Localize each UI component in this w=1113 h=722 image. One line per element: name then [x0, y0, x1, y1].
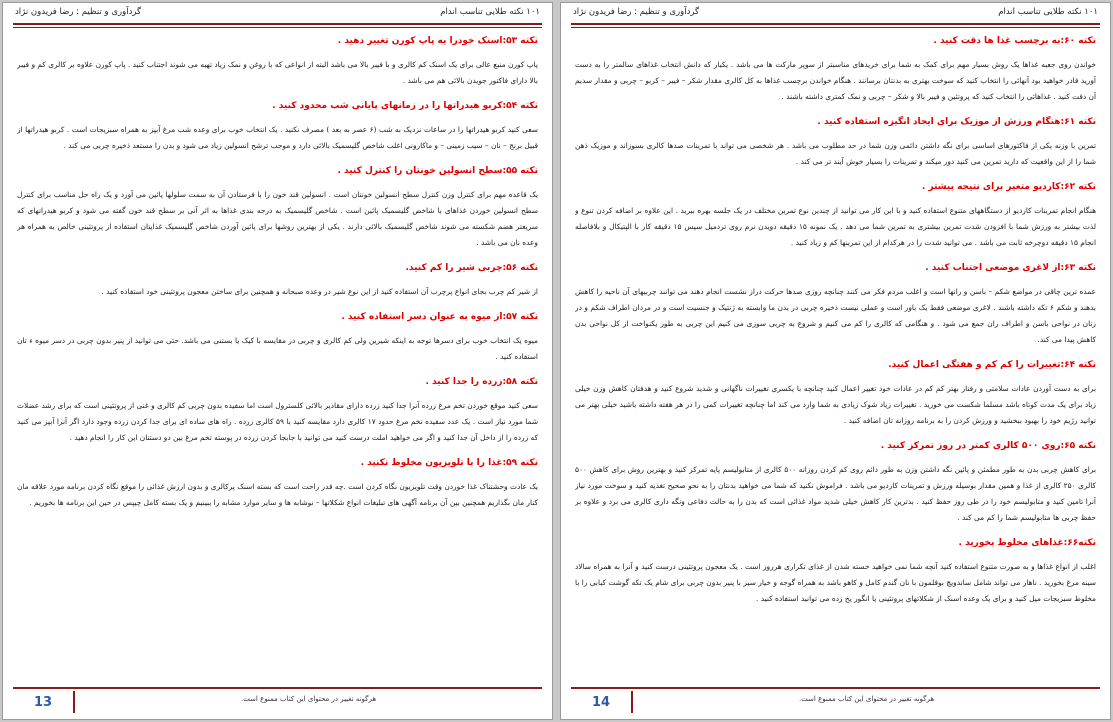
page-header: [15, 3, 540, 23]
tip-body: میوه یک انتخاب خوب برای دسرها توجه به اینکه شیرین ولی کم کالری و چربی در مقایسه با کیک یا بستنی می باشد. حتی می توانید از پنیر بدون چربی در دسر میوه ء تان استفاده کنید .: [17, 336, 538, 361]
author-credit: گردآوری و تنظیم : رضا فریدون نژاد: [15, 7, 142, 17]
tip-heading: نکته ۶۵:روی ۵۰۰ کالری کمتر در روز تمرکز کنید .: [880, 441, 1096, 451]
tip-heading: نکته ۵۹:غذا را با تلویزیون مخلوط نکنید .: [360, 458, 538, 468]
copyright-note: هرگونه تغییر در محتوای این کتاب ممنوع است.: [798, 695, 935, 703]
tip-heading: نکته ۶۰:به برچسب غذا ها دقت کنید .: [933, 36, 1096, 46]
header-divider: [13, 23, 542, 25]
tip-body: سعی کنید موقع خوردن تخم مرغ زرده آنرا جدا کنید زرده دارای مقادیر بالائی کلسترول است اما سفیده بدون چربی کم کالری و غنی از پروتئینی است که برای رشد عضلات شما مورد نیاز است . یک عدد سفیده تخم مرغ حدود ۱۷ کالری دارد مقایسه کنید با ۵۹ کالری زرده . راه های ساده ای برای جدا کردن زرده وجود دارد اگر آنرا آبپز می کنید که زرده را از داخل آن جدا کنید و اگر می خواهید املت درست کنید می توانید با جابجا کردن زرده در پوسته تخم مرغ بین دو دستتان این کار را انجام دهید .: [17, 401, 538, 442]
tip-body: یک عادت وحشتناک غذا خوردن وقت تلویزیون نگاه کردن است .چه قدر راحت است که بسته اسنک پرکالری و بدون ارزش غذائی را موقع نگاه کردن برنامه مورد علاقه مان کنار مان بگذاریم همچنین بین آن برنامه آگهی های تبلیغات انواع شکلاتها – نوشابه ها و سایر موارد مشابه را ببینیم و یک بسته کامل چیپس در حین این برنامه ها بخوریم .: [17, 482, 538, 507]
tip-body: برای به دست آوردن عادات سلامتی و رفتار بهتر کم کم در عادات خود تغییر اعمال کنید چنانچه با یکسری تغییرات ناگهانی و شدید شروع کنید و هدفتان کاهش وزن خیلی زیاد برای یک مدت کوتاه باشد مسلما شکست می خورید . تغییرات زیاد شوک زیادی به شما وارد می کند اما چنانچه تغییرات کمی را در هر هفته داشته باشید خیلی بهتر می توانید رژیم خود را بهبود ببخشید و ورزش کردن را به برنامه روزانه تان اضافه کنید .: [575, 384, 1096, 425]
tip-66: [575, 537, 1096, 607]
page-content: [575, 35, 1096, 679]
header-divider: [571, 23, 1100, 25]
tip-body: سعی کنید کربو هیدراتها را در ساعات نزدیک به شب (۶ عصر به بعد ) مصرف نکنید . یک انتخاب خوب برای وعده شب مرغ آبپز به همراه سبزیجات است . کربو هیدراتها از قبیل برنج – نان – سیب زمینی – و ماکارونی اغلب شاخص گلیسمیک بالائی دارد و موجب ترشح انسولین زیاد می شود و بدن را مستعد ذخیره چربی می کند .: [17, 125, 538, 150]
tip-64: [575, 359, 1096, 429]
tip-body: از شیر کم چرب بجای انواع پرچرب آن استفاده کنید از این نوع شیر در وعده صبحانه و همچنین برای ساختن معجون پروتئینی خود استفاده کنید .: [101, 287, 538, 296]
tip-body: برای کاهش چربی بدن به طور مطمئن و پائین نگه داشتن وزن به طور دائم روی کم کردن روزانه ۵۰۰ کالری از متابولیسم پایه تمرکز کنید و بهترین روش برای کاهش ۵۰۰ کالری ۲۵۰ کالری از غذا و همین مقدار بوسیله ورزش و تمرینات کاردیو می باشد . فراموش نکنید که شما می خواهید بدنتان را به نحو صحیح تغذیه کنید و سوخت مورد نیاز آنرا تامین کنید و متابولیسم خود را در طی روز حفظ کنید . بدترین کار کاهش خیلی شدید مواد غذائی است که بدن را به حالت دفاعی ونگه داری کالری می برد و علاوه بر حفظ چربی ها متابولیسم شما را کم می کند .: [575, 465, 1096, 522]
tip-body: تمرین با وزنه یکی از فاکتورهای اساسی برای نگه داشتن دائمی وزن شما در حد مطلوب می باشد . هر شخصی می تواند با تمرینات صدها کالری بسوزاند و موزیک ذهن شما را از این واقعیت که دارید تمرین می کنید دور میکند و تمرینات را بسیار خوش آیند تر می کند .: [575, 141, 1096, 166]
page-number: 14: [571, 691, 633, 713]
page-14: [560, 2, 1111, 720]
copyright-note: هرگونه تغییر در محتوای این کتاب ممنوع است.: [240, 695, 377, 703]
tip-60: [575, 35, 1096, 105]
tip-57: [17, 311, 538, 365]
tip-62: [575, 181, 1096, 251]
header-divider-thin: [13, 27, 542, 28]
tip-56: [17, 262, 538, 300]
tip-body: هنگام انجام تمرینات کاردیو از دستگاههای متنوع استفاده کنید و با این کار می توانید از چندین نوع تمرین مختلف در یک جلسه بهره ببرید . این علاوه بر اضافه کردن تنوع و لذت بیشتر به ورزش شما با افزودن شدت تمرین بیشتری به تمرین شما می دهد . یک نمونه ۱۵ دقیقه دویدن نرم روی تردمیل سپس ۱۵ دقیقه کار با الپتیکال و بلافاصله انجام ۱۵ دقیقه دوچرخه ثابت می باشد . می توانید شدت را در هرکدام از این تمرینها کم و زیاد کنید .: [575, 206, 1096, 247]
page-content: [17, 35, 538, 679]
book-title: ۱۰۱ نکته طلایی تناسب اندام: [440, 7, 540, 17]
tip-54: [17, 100, 538, 154]
tip-body: عمده ترین چاقی در مواضع شکم – باسن و رانها است و اغلب مردم فکر می کنند چنانچه روزی صدها حرکت دراز نشست انجام دهند می توانند چربیهای آن ناحیه را کاهش بدهند و شکم ۶ تکه داشته باشند . لاغری موضعی فقط یک باور است و عملی نیست ذخیره چربی در بدن ما وابسته به ژنتیک و جنسیت است و در مردان اطراف شکم و در زنان در نواحی باسن و اطراف ران جمع می شود . و هنگامی که کالری را کم می کنیم و شروع به چربی سوزی می کنیم این چربی به طور یکنواخت از کل نواحی بدن کاهش پیدا می کند.: [575, 287, 1096, 344]
author-credit: گردآوری و تنظیم : رضا فریدون نژاد: [573, 7, 700, 17]
tip-heading: نکته ۵۷:از میوه به عنوان دسر استفاده کنید .: [341, 312, 538, 322]
tip-58: [17, 376, 538, 446]
page-footer: [13, 687, 542, 713]
tip-heading: نکته ۵۳:اسنک خودرا به پاپ کورن تغییر دهید .: [337, 36, 538, 46]
tip-heading: نکته ۶۲:کاردیو متغیر برای نتیجه بیشتر .: [921, 182, 1096, 192]
tip-65: [575, 440, 1096, 526]
tip-55: [17, 165, 538, 251]
tip-heading: نکته ۵۶:چربی شیر را کم کنید.: [405, 263, 538, 273]
page-header: [573, 3, 1098, 23]
tip-63: [575, 262, 1096, 348]
tip-heading: نکته ۶۴:تغییرات را کم کم و هفتگی اعمال کنید.: [888, 360, 1096, 370]
tip-heading: نکته ۵۵:سطح انسولین خونتان را کنترل کنید .: [337, 166, 538, 176]
tip-heading: نکته ۵۸:زرده را جدا کنید .: [425, 377, 538, 387]
tip-53: [17, 35, 538, 89]
tip-heading: نکته۶۶:غذاهای مخلوط بخورید .: [958, 538, 1096, 548]
tip-body: یک قاعده مهم برای کنترل وزن کنترل سطح انسولین خونتان است . انسولین قند خون را با فرستادن آن به سمت سلولها پائین می آورد و یک راه حل مناسب برای کنترل سطح انسولین خوردن غذاهای با شاخص گلیسمیک پائین است . شاخص گلیسمیک به درجه بندی غذاها به اثر آنی بر سطح قند خون گفته می شود و کربو هیدراتهای که سریعتر هضم شکسته می شوند شاخص گلیسمیک بالائی دارند . یکی از بهترین روشها برای پائین آوردن شاخص گلیسمیک غذایتان استفاده از پروتئینی خالص به همراه هر وعده نان می باشد .: [17, 190, 538, 247]
tip-body: خواندن روی جعبه غذاها یک روش بسیار مهم برای کمک به شما برای خریدهای مناسبتر از سوپر مارکت ها می باشد . یکبار که دانش انتخاب غذاهای سالمتر را به دست آورید قادر خواهید بود آنهائی را انتخاب کنید که سوخت بهتری به بدنتان برسانند . هنگام خواندن برچسب غذاها به کل کالری مقدار شکر – فیبر – کربو – چربی و مقدار سدیم آن دقت کنید . غذاهائی را انتخاب کنید که پروتئین و فیبر بالا و شکر – چربی و نمک کمتری داشته باشند .: [575, 60, 1096, 101]
header-divider-thin: [571, 27, 1100, 28]
page-number: 13: [13, 691, 75, 713]
tip-body: پاپ کورن منبع عالی برای یک اسنک کم کالری و با فیبر بالا می باشد البته از انواعی که با روغن و نمک زیاد تهیه می شوند اجتناب کنید . پاپ کورن علاوه بر کالری کم و فیبر بالا دارای فاکتور جویدن بالائی هم می باشد .: [17, 60, 538, 85]
page-footer: [571, 687, 1100, 713]
book-title: ۱۰۱ نکته طلایی تناسب اندام: [998, 7, 1098, 17]
tip-59: [17, 457, 538, 511]
tip-heading: نکته ۶۳:از لاغری موضعی اجتناب کنید .: [925, 263, 1096, 273]
tip-heading: نکته ۵۴:کربو هیدراتها را در زمانهای پایانی شب محدود کنید .: [272, 101, 538, 111]
page-13: [2, 2, 553, 720]
tip-body: اغلب از انواع غذاها و به صورت متنوع استفاده کنید آنچه شما نمی خواهید خسته شدن از غذای تکراری هرروز است . یک معجون پروتئینی درست کنید و آنرا به همراه سالاد سینه مرغ بخورید . ناهار می تواند شامل ساندویچ بوقلمون با نان گندم کامل و کاهو باشد به همراه گوجه و خیار سبز با پنیر بدون چربی برای شام یک تکه گوشت کبابی را با مخلوط سبزیجات میل کنید و برای یک وعده اسنک از شکلاتهای پروتئینی یا انگور یخ زده می توانید استفاده کنید .: [575, 562, 1096, 603]
tip-61: [575, 116, 1096, 170]
tip-heading: نکته ۶۱:هنگام ورزش از موزیک برای ایجاد انگیزه استفاده کنید .: [817, 117, 1096, 127]
